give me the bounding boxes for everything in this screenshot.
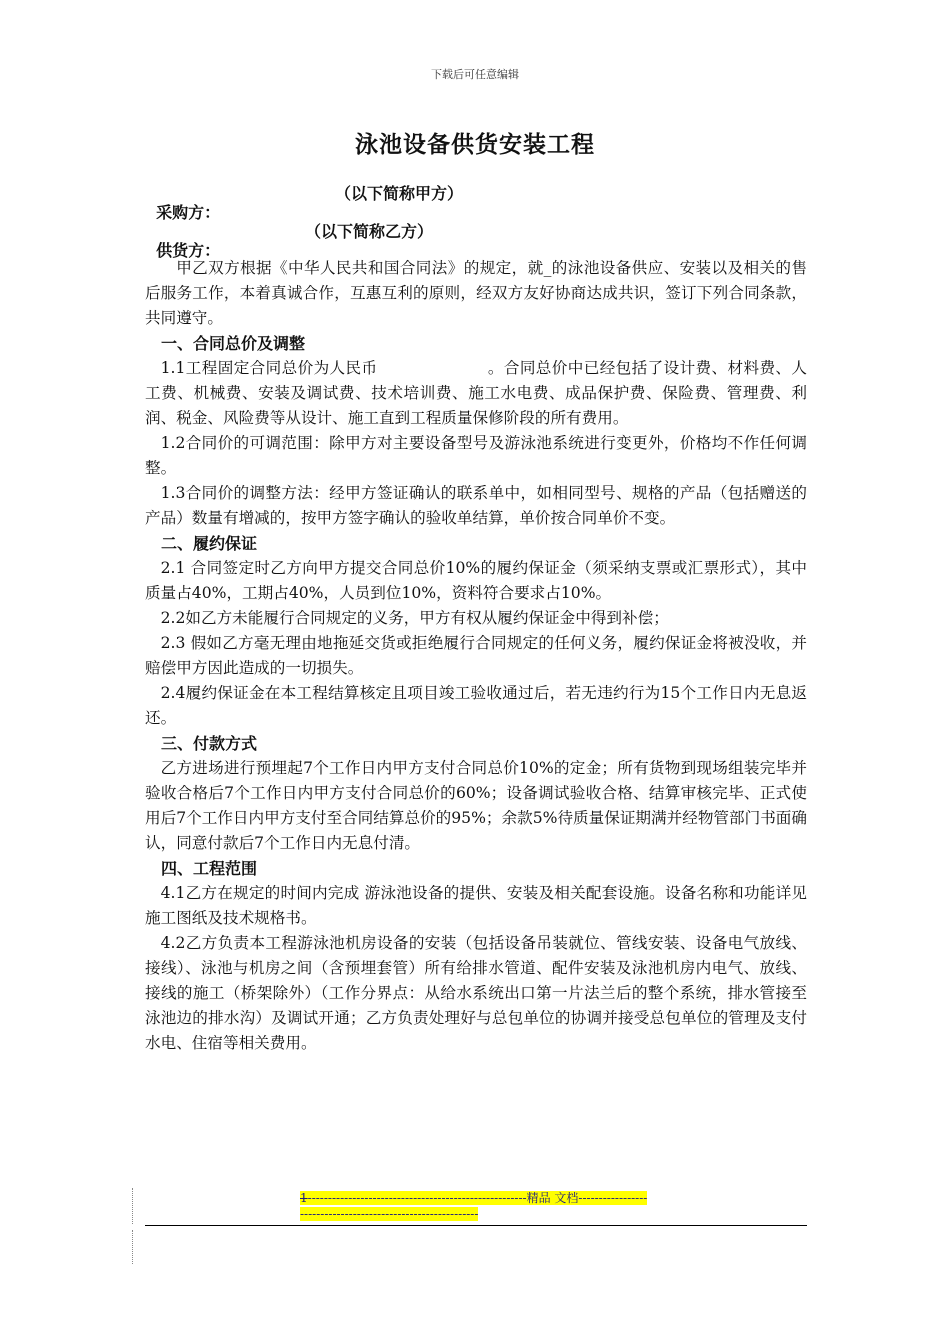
clause-1-1 bbox=[145, 356, 807, 431]
supplier-note: （以下简称乙方） bbox=[305, 222, 434, 241]
supplier-label: 供货方： bbox=[156, 241, 221, 260]
clause-4-2: 4.2乙方负责本工程游泳池机房设备的安装（包括设备吊装就位、管线安装、设备电气放线、接线）、泳池与机房之间（含预埋套管）所有给排水管道、配件安装及泳池机房内电气、放线、接线的施工（桥架除外）（工作分界点：从给水系统出口第一片法兰后的整个系统，排水管接至泳池边的排水沟）及调试开通；乙方负责处理好与总包单位的协调并接受总包单位的管理及支付水电、住宿等相关费用。 bbox=[145, 934, 807, 1052]
section-1-heading: 一、合同总价及调整 bbox=[161, 334, 306, 353]
contract-body bbox=[145, 256, 807, 1056]
clause-2-1: 2.1 合同签定时乙方向甲方提交合同总价10%的履约保证金（须采纳支票或汇票形式），其中质量占40%，工期占40%，人员到位10%，资料符合要求占10%。 bbox=[145, 559, 807, 602]
section-3-heading: 三、付款方式 bbox=[161, 734, 258, 753]
section-3-text: 乙方进场进行预埋起7个工作日内甲方支付合同总价10%的定金；所有货物到现场组装完毕并验收合格后7个工作日内甲方支付合同总价的60%；设备调试验收合格、结算审核完毕、正式使用后7个工作日内甲方支付至合同结算总价的95%；余款5%待质量保证期满并经物管部门书面确认，同意付款后7个工作日内无息付清。 bbox=[145, 759, 807, 852]
buyer-note: （以下简称甲方） bbox=[335, 184, 464, 203]
clause-4-1: 4.1乙方在规定的时间内完成 游泳池设备的提供、安装及相关配套设施。设备名称和功能详见施工图纸及技术规格书。 bbox=[145, 884, 807, 927]
clause-2-2: 2.2如乙方未能履行合同规定的义务，甲方有权从履约保证金中得到补偿； bbox=[160, 609, 669, 627]
header-note: 下载后可任意编辑 bbox=[431, 68, 519, 81]
footer-divider bbox=[145, 1225, 807, 1226]
clause-1-3: 1.3合同价的调整方法：经甲方签证确认的联系单中，如相同型号、规格的产品（包括赠送的产品）数量有增减的，按甲方签字确认的验收单结算，单价按合同单价不变。 bbox=[145, 484, 807, 527]
buyer-label: 采购方： bbox=[156, 203, 221, 222]
margin-marker-bottom bbox=[132, 1230, 133, 1264]
footer-tag-text: ------------------------------------------------------精品 文档------------------------------------------------------------- bbox=[300, 1191, 648, 1221]
section-4-heading: 四、工程范围 bbox=[161, 859, 258, 878]
clause-2-3: 2.3 假如乙方毫无理由地拖延交货或拒绝履行合同规定的任何义务，履约保证金将被没收，并赔偿甲方因此造成的一切损失。 bbox=[145, 634, 807, 677]
intro-paragraph: 甲乙双方根据《中华人民共和国合同法》的规定，就_的泳池设备供应、安装以及相关的售后服务工作，本着真诚合作，互惠互利的原则，经双方友好协商达成共识，签订下列合同条款，共同遵守。 bbox=[145, 259, 807, 327]
document-title: 泳池设备供货安装工程 bbox=[355, 132, 595, 158]
footer-tag bbox=[300, 1190, 650, 1222]
section-2-heading: 二、履约保证 bbox=[161, 534, 258, 553]
clause-1-1-start: 1.1工程固定合同总价为人民币 bbox=[160, 359, 378, 377]
clause-1-2: 1.2合同价的可调范围：除甲方对主要设备型号及游泳池系统进行变更外，价格均不作任何调整。 bbox=[145, 434, 807, 477]
page-number: 1 bbox=[300, 1191, 308, 1205]
clause-1-1-rest: 。合同总价中已经包括了设计费、材料费、人工费、机械费、安装及调试费、技术培训费、施工水电费、成品保护费、保险费、管理费、利润、税金、风险费等从设计、施工直到工程质量保修阶段的所有费用。 bbox=[145, 359, 807, 427]
margin-marker-top bbox=[132, 1188, 133, 1224]
clause-2-4: 2.4履约保证金在本工程结算核定且项目竣工验收通过后，若无违约行为15个工作日内无息返还。 bbox=[145, 684, 807, 727]
